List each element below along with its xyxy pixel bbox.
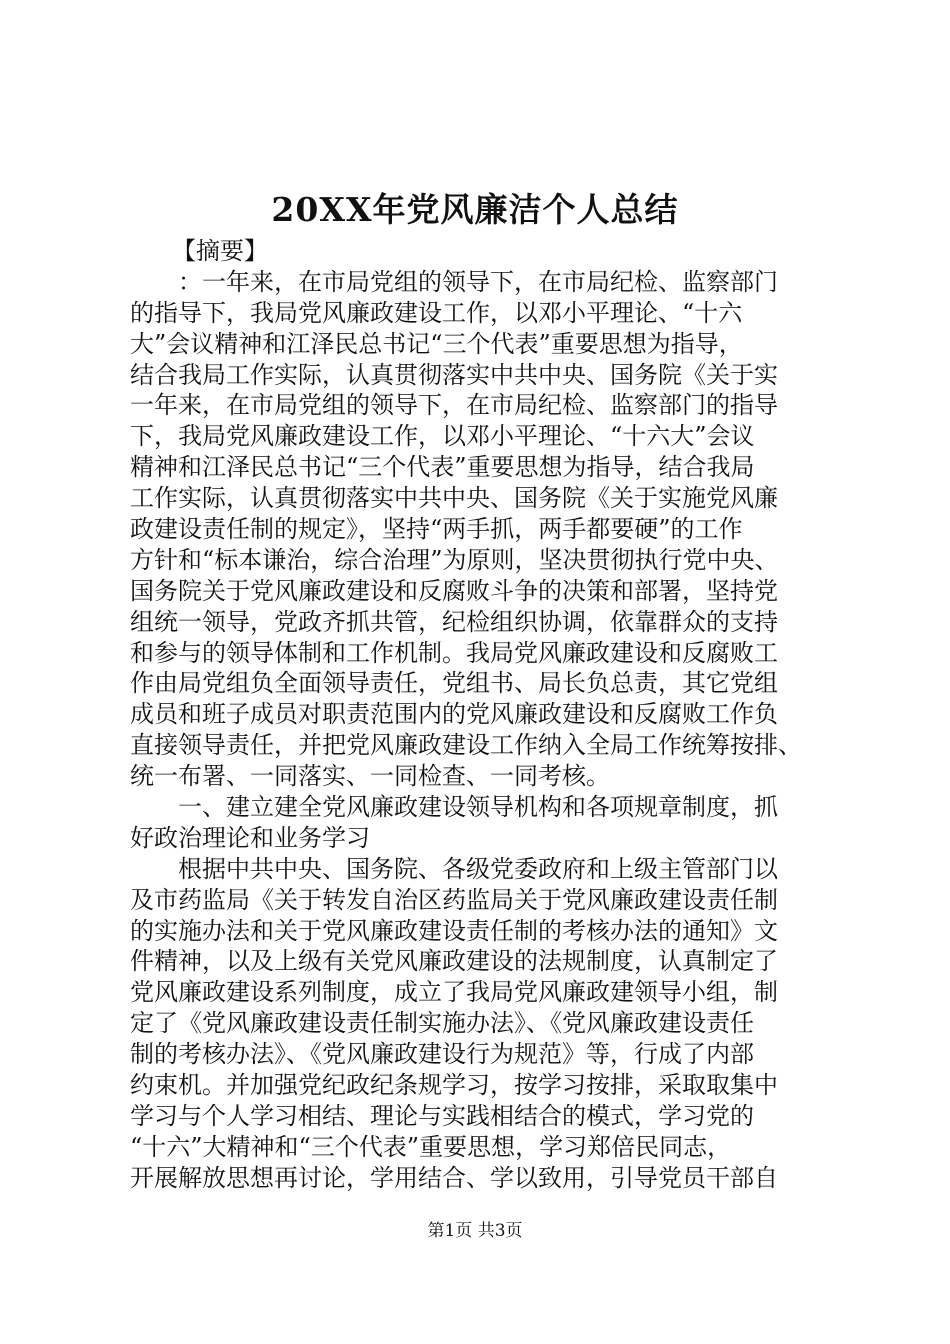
text-line: 和参与的领导体制和工作机制。我局党风廉政建设和反腐败工 bbox=[130, 638, 778, 667]
text-line: 制的考核办法》、《党风廉政建设行为规范》等，行成了内部 bbox=[130, 1040, 754, 1069]
text-line: 直接领导责任，并把党风廉政建设工作纳入全局工作统筹按排、 bbox=[130, 731, 802, 760]
text-line: 精神和江泽民总书记“三个代表”重要思想为指导，结合我局 bbox=[130, 453, 755, 482]
text-line: 一年来，在市局党组的领导下，在市局纪检、监察部门的指导 bbox=[130, 391, 778, 420]
text-line: 件精神，以及上级有关党风廉政建设的法规制度，认真制定了 bbox=[130, 947, 778, 976]
text-line: 下，我局党风廉政建设工作，以邓小平理论、“十六大”会议 bbox=[130, 422, 755, 451]
text-line: “十六”大精神和“三个代表”重要思想，学习郑倍民同志， bbox=[130, 1132, 732, 1161]
text-line: 国务院关于党风廉政建设和反腐败斗争的决策和部署，坚持党 bbox=[130, 576, 778, 605]
text-line: 学习与个人学习相结、理论与实践相结合的模式，学习党的 bbox=[130, 1101, 754, 1130]
text-line: 开展解放思想再讨论，学用结合、学以致用，引导党员干部自 bbox=[130, 1163, 778, 1192]
text-line: 大”会议精神和江泽民总书记“三个代表”重要思想为指导， bbox=[130, 329, 743, 358]
document-body bbox=[130, 236, 830, 1194]
document-title: 20XX年党风廉洁个人总结 bbox=[271, 190, 679, 229]
text-line: 好政治理论和业务学习 bbox=[130, 823, 370, 852]
text-line: 组统一领导，党政齐抓共管，纪检组织协调，依靠群众的支持 bbox=[130, 607, 778, 636]
text-line: 根据中共中央、国务院、各级党委政府和上级主管部门以 bbox=[178, 854, 778, 883]
text-line: 约束机。并加强党纪政纪条规学习，按学习按排，采取取集中 bbox=[130, 1071, 778, 1100]
text-line: 结合我局工作实际，认真贯彻落实中共中央、国务院《关于实 bbox=[130, 360, 778, 389]
text-line: 作由局党组负全面领导责任，党组书、局长负总责，其它党组 bbox=[130, 669, 778, 698]
text-line: 的实施办法和关于党风廉政建设责任制的考核办法的通知》文 bbox=[130, 916, 778, 945]
abstract-label: 【摘要】 bbox=[172, 237, 268, 265]
text-line: 工作实际，认真贯彻落实中共中央、国务院《关于实施党风廉 bbox=[130, 484, 778, 513]
page-number-footer: 第1页 共3页 bbox=[427, 1221, 523, 1241]
text-line: 及市药监局《关于转发自治区药监局关于党风廉政建设责任制 bbox=[130, 885, 778, 914]
text-line: ：一年来，在市局党组的领导下，在市局纪检、监察部门 bbox=[178, 267, 778, 296]
text-line: 一、建立建全党风廉政建设领导机构和各项规章制度，抓 bbox=[178, 793, 778, 822]
text-line: 政建设责任制的规定》，坚持“两手抓，两手都要硬”的工作 bbox=[130, 515, 743, 544]
text-line: 党风廉政建设系列制度，成立了我局党风廉政建领导小组，制 bbox=[130, 978, 778, 1007]
text-line: 成员和班子成员对职责范围内的党风廉政建设和反腐败工作负 bbox=[130, 700, 778, 729]
text-line: 的指导下，我局党风廉政建设工作，以邓小平理论、“十六 bbox=[130, 298, 743, 327]
text-line: 统一布署、一同落实、一同检查、一同考核。 bbox=[130, 762, 610, 791]
text-line: 方针和“标本谦治，综合治理”为原则，坚决贯彻执行党中央、 bbox=[130, 545, 779, 574]
text-line: 定了《党风廉政建设责任制实施办法》、《党风廉政建设责任 bbox=[130, 1009, 754, 1038]
paragraph-lines bbox=[130, 267, 830, 1194]
